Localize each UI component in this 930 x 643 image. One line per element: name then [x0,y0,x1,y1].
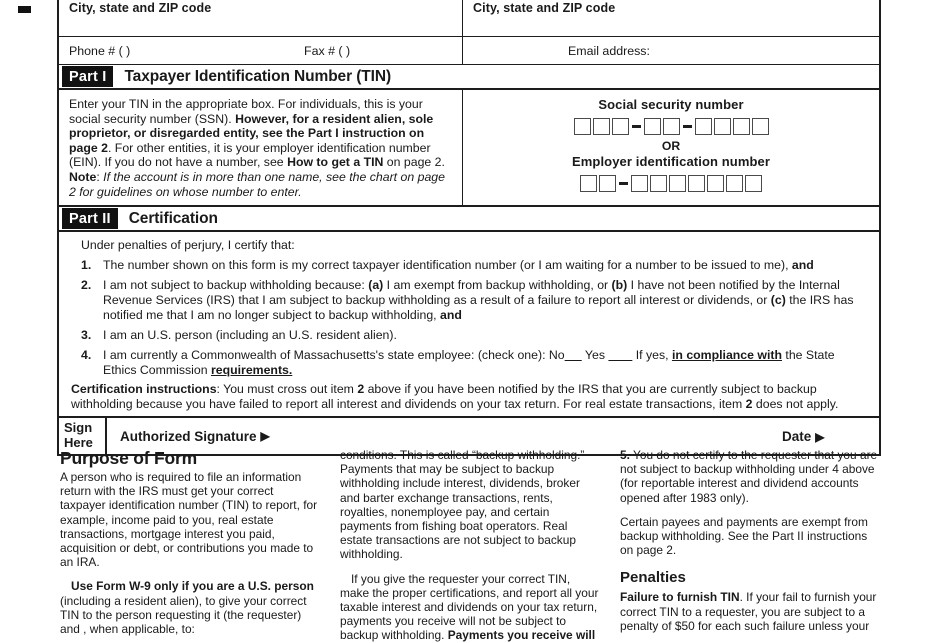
tin-digit-box[interactable] [574,118,591,135]
part2-title: Certification [128,209,218,227]
tin-digit-box[interactable] [752,118,769,135]
scan-corner-mark [18,6,31,13]
certification-instructions: Certification instructions: You must cross out item 2 above if you have been notified by the IRS that you are currently subject to backup withholding because you have failed to report all interest and dividends on your tax return. For real estate transactions, item 2 does not apply. [71,382,839,412]
instructions-area [60,448,884,643]
tin-entry-panel [463,90,879,205]
contact-row [59,37,879,65]
certification-item-number: 1. [81,258,92,273]
signature-arrow-icon: ▶ [260,429,270,444]
purpose-of-form-paragraphs [60,470,322,636]
ssn-input-boxes[interactable] [463,118,879,135]
tin-digit-box[interactable] [612,118,629,135]
phone-label: Phone # ( ) [69,43,131,58]
city-state-zip-right-cell[interactable] [463,0,879,36]
part1-instructions: Enter your TIN in the appropriate box. For individuals, this is your social security number (SSN). However, for a resident alien, sole proprietor, or disregarded entity, see the Part I instruction on page 2. For other entities, it is your employer identification number (EIN). If you do not have a number, see How to get a TIN on page 2. Note: If the account is in more than one name, see the chart on page 2 for guidelines on whose number to enter. [59,90,463,205]
certification-item-text: I am not subject to backup withholding because: (a) I am exempt from backup withholding, or (b) I have not been notified by the Internal Revenue Services (IRS) that I am subject to backup withholding as a result of a failure to report all interest or dividends, or (c) the IRS has notified me that I am no longer subject to backup withholding, and [103,277,854,322]
part2-tag: Part II [62,208,118,229]
tin-digit-box[interactable] [688,175,705,192]
tin-digit-box[interactable] [714,118,731,135]
date-arrow-icon: ▶ [815,429,825,444]
certification-item-text: I am currently a Commonwealth of Massachusetts's state employee: (check one): No Yes If yes, in compliance with the State Ethics Commission requirements. [103,347,835,377]
part1-title: Taxpayer Identification Number (TIN) [124,67,392,85]
or-separator-label: OR [661,139,681,153]
email-label: Email address: [568,43,650,58]
tin-digit-box[interactable] [593,118,610,135]
part2-header [59,207,879,232]
tin-dash-separator [619,182,628,185]
instructions-column-1 [60,448,322,643]
instruction-paragraph: If you give the requester your correct TIN, make the proper certifications, and report all your taxable interest and dividends on your tax return, payments you receive will not be subject to backup withholding. Payments you receive will [340,571,599,643]
certification-item [71,328,867,343]
tin-digit-box[interactable] [631,175,648,192]
exempt-payees-paragraphs [620,448,882,557]
ein-label: Employer identification number [571,154,771,169]
certification-item-number: 3. [81,327,92,342]
email-cell[interactable] [463,37,879,64]
authorized-signature-label: Authorized Signature [120,428,257,444]
w9-form-body [57,0,881,456]
tin-digit-box[interactable] [733,118,750,135]
certification-item-text: The number shown on this form is my correct taxpayer identification number (or I am waiting for a number to be issued to me), and [103,258,814,273]
certification-item-number: 4. [81,347,92,362]
tin-digit-box[interactable] [650,175,667,192]
tin-digit-box[interactable] [644,118,661,135]
certification-item [71,278,867,323]
instructions-column-2 [340,448,602,643]
part1-header [59,65,879,90]
tin-digit-box[interactable] [669,175,686,192]
penalty-paragraph: Failure to furnish TIN. If your fail to furnish your correct TIN to a requester, you are subject to a penalty of $50 for each such failure unless your [620,590,877,633]
instruction-paragraph: conditions. This is called “backup withholding.” Payments that may be subject to backup withholding include interest, dividends, broker and barter exchange transactions, rents, royalties, nonemployee pay, and certain payments from fishing boat operators. Real estate transactions are not subject to backup withholding. [340,448,585,562]
instruction-paragraph: Certain payees and payments are exempt from backup withholding. See the Part II instructions on page 2. [620,514,868,558]
tin-digit-box[interactable] [663,118,680,135]
city-state-zip-left-cell[interactable] [59,0,463,36]
tin-digit-box[interactable] [726,175,743,192]
penalties-heading: Penalties [620,569,686,587]
certification-item [71,348,867,378]
tin-digit-box[interactable] [695,118,712,135]
fax-label: Fax # ( ) [304,43,351,58]
city-state-zip-right-label: City, state and ZIP code [473,1,616,15]
ssn-label: Social security number [598,97,744,112]
phone-fax-cell[interactable] [59,37,463,64]
instruction-paragraph: Use Form W-9 only if you are a U.S. person (including a resident alien), to give your correct TIN to the person requesting it (the requester) and , when applicable, to: [60,579,314,637]
certification-item [71,258,867,273]
certification-items [71,258,867,377]
purpose-of-form-heading: Purpose of Form [60,448,198,468]
backup-withholding-paragraphs [340,448,602,643]
address-row [59,0,879,37]
tin-digit-box[interactable] [599,175,616,192]
city-state-zip-left-label: City, state and ZIP code [69,1,212,15]
date-label: Date [782,428,812,444]
instruction-paragraph: A person who is required to file an information return with the IRS must get your correct taxpayer identification number (TIN) to report, for example, income paid to you, real estate transactions, mortgage interest you paid, acquisition or debt, or contributions you made to an IRA. [60,470,318,570]
sign-here-line2: Here [64,435,93,451]
tin-digit-box[interactable] [707,175,724,192]
part2-body [59,232,879,418]
tin-digit-box[interactable] [580,175,597,192]
part1-body [59,90,879,207]
tin-digit-box[interactable] [745,175,762,192]
ein-input-boxes[interactable] [463,175,879,192]
tin-dash-separator [683,125,692,128]
instructions-column-3 [620,448,882,643]
date-field-group[interactable] [782,429,825,444]
certification-lead: Under penalties of perjury, I certify that: [81,238,295,253]
sign-here-line1: Sign [64,420,93,436]
part1-tag: Part I [62,66,113,87]
instruction-paragraph: 5. You do not certify to the requester that you are not subject to backup withholding under 4 above (for reportable interest and dividend accounts opened after 1983 only). [620,448,878,505]
certification-item-text: I am an U.S. person (including an U.S. resident alien). [103,327,397,342]
tin-dash-separator [632,125,641,128]
certification-item-number: 2. [81,277,92,292]
